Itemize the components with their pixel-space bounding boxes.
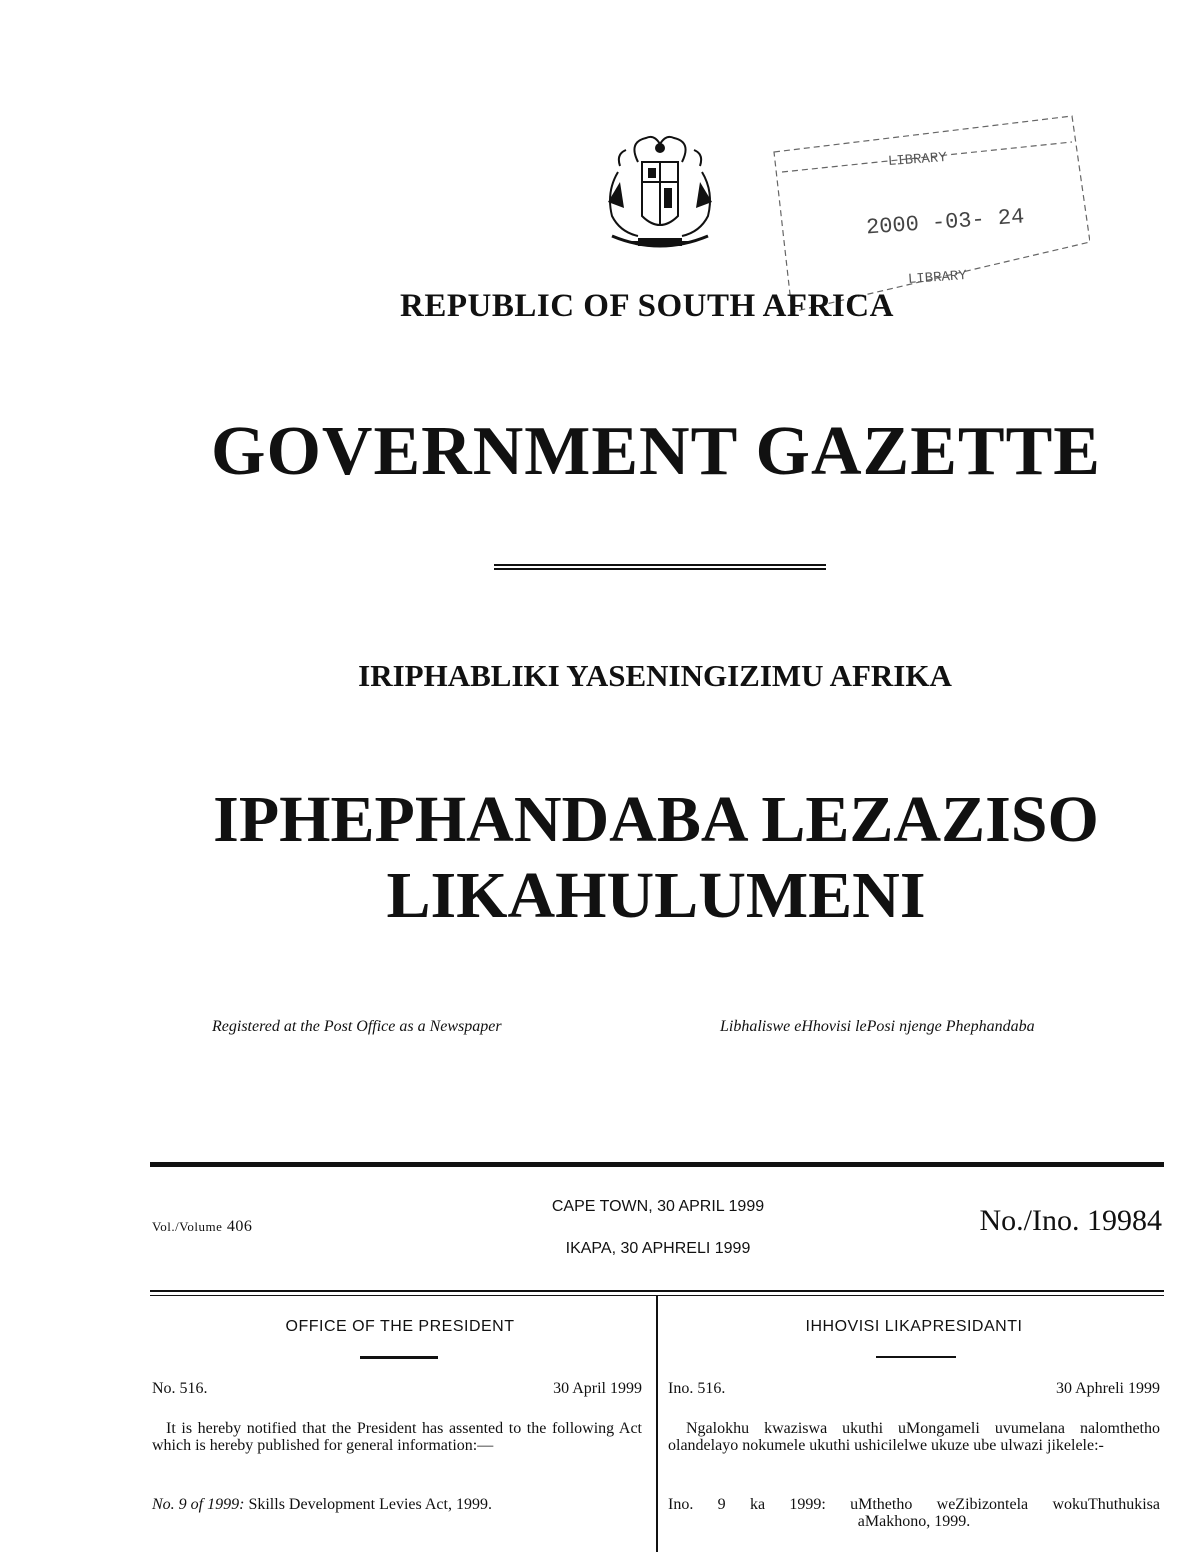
stamp-top-line: LIBRARY [887,149,948,171]
column-divider [656,1296,658,1552]
act-number-xhosa: Ino. 9 ka 1999: [668,1496,826,1513]
office-heading-xhosa: IHHOVISI LIKAPRESIDANTI [805,1318,1023,1335]
notice-date-xhosa: 30 Aphreli 1999 [1056,1380,1160,1397]
act-title-xhosa-line2: aMakhono, 1999. [857,1513,971,1530]
notice-body-xhosa: Ngalokhu kwaziswa ukuthi uMongameli uvumelana nalomthetho olandelayo nokumele ukuthi ushicilelwe ukuze ube ulwazi jikelele:- [668,1420,1160,1454]
gazette-title-xhosa [0,782,1200,934]
gazette-title-xhosa-line1: IPHEPHANDABA LEZAZISO [213,783,1099,856]
issue-date-xhosa: IKAPA, 30 APHRELI 1999 [565,1240,751,1257]
act-line1-xhosa [668,1496,1160,1513]
act-title-english: Skills Development Levies Act, 1999. [248,1496,492,1513]
coat-of-arms-emblem [598,132,722,258]
notice-number-xhosa: Ino. 516. [668,1380,726,1397]
act-title-xhosa-line1: uMthetho weZibizontela wokuThuthukisa [850,1496,1161,1513]
notice-number-english: No. 516. [152,1380,208,1397]
volume-label: Vol./Volume [152,1219,223,1234]
stamp-date: 2000 -03- 24 [865,204,1026,241]
registration-english: Registered at the Post Office as a Newspaper [212,1018,502,1035]
notice-date-english: 30 April 1999 [553,1380,642,1397]
issue-date-english: CAPE TOWN, 30 APRIL 1999 [551,1198,765,1215]
republic-heading: REPUBLIC OF SOUTH AFRICA [400,288,894,324]
issue-number: No./Ino. 19984 [979,1204,1162,1237]
volume-number: 406 [226,1218,253,1235]
stamp-bottom-line: LIBRARY [907,267,968,289]
act-reference-xhosa [668,1496,1160,1530]
title-divider [494,564,826,570]
gazette-title: GOVERNMENT GAZETTE [211,413,1101,490]
registration-xhosa: Libhaliswe eHhovisi lePosi njenge Phephandaba [720,1018,1035,1035]
issue-bar-rule [150,1162,1164,1167]
office-heading-english: OFFICE OF THE PRESIDENT [285,1318,515,1335]
act-number-english: No. 9 of 1999: [152,1496,245,1513]
republic-heading-xhosa: IRIPHABLIKI YASENINGIZIMU AFRIKA [358,658,952,693]
office-rule-english [360,1356,438,1359]
volume-info [152,1218,252,1236]
act-reference-english [152,1496,642,1513]
gazette-title-xhosa-line2: LIKAHULUMENI [386,859,926,932]
office-rule-xhosa [876,1356,956,1358]
notice-body-english: It is hereby notified that the President has assented to the following Act which is hereby published for general information:— [152,1420,642,1454]
